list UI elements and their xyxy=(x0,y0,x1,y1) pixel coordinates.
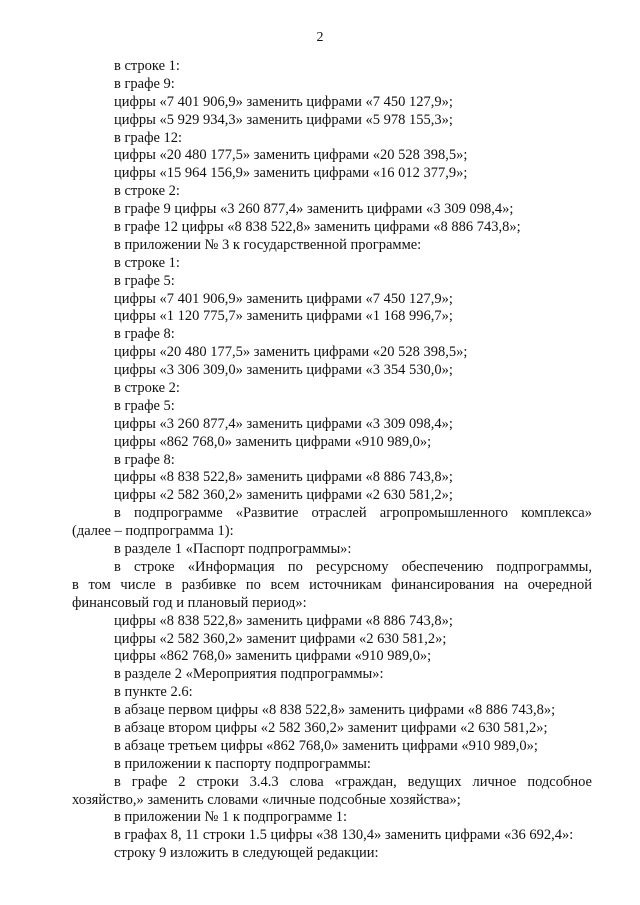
text-line: в подпрограмме «Развитие отраслей агропромышленного комплекса» xyxy=(114,505,592,522)
text-line: в приложении № 3 к государственной программе: xyxy=(114,236,422,253)
text-line: в строке 1: xyxy=(114,254,180,271)
text-line: в графе 12 цифры «8 838 522,8» заменить цифрами «8 886 743,8»; xyxy=(114,219,521,236)
text-line: хозяйство,» заменить словами «личные подсобные хозяйства»; xyxy=(72,791,461,808)
text-line: в графе 2 строки 3.4.3 слова «граждан, ведущих личное подсобное xyxy=(114,773,592,790)
text-line: (далее – подпрограмма 1): xyxy=(72,523,234,540)
text-line: цифры «2 582 360,2» заменит цифрами «2 630 581,2»; xyxy=(114,630,447,647)
text-line: цифры «8 838 522,8» заменить цифрами «8 886 743,8»; xyxy=(114,612,453,629)
text-line: цифры «7 401 906,9» заменить цифрами «7 450 127,9»; xyxy=(114,93,453,110)
text-line: в графе 8: xyxy=(114,451,175,468)
text-line: в строке «Информация по ресурсному обеспечению подпрограммы, xyxy=(114,558,592,575)
text-line: в графе 8: xyxy=(114,326,175,343)
text-line: в абзаце втором цифры «2 582 360,2» заменит цифрами «2 630 581,2»; xyxy=(114,719,548,736)
text-line: в абзаце первом цифры «8 838 522,8» заменить цифрами «8 886 743,8»; xyxy=(114,702,556,719)
text-line: цифры «3 260 877,4» заменить цифрами «3 309 098,4»; xyxy=(114,415,453,432)
text-line: в графе 12: xyxy=(114,129,183,146)
text-line: в графе 5: xyxy=(114,397,175,414)
text-line: цифры «1 120 775,7» заменить цифрами «1 168 996,7»; xyxy=(114,308,453,325)
text-line: в графах 8, 11 строки 1.5 цифры «38 130,4» заменить цифрами «36 692,4»: xyxy=(114,827,574,844)
text-line: цифры «20 480 177,5» заменить цифрами «20 528 398,5»; xyxy=(114,344,468,361)
text-line: в графе 9: xyxy=(114,75,175,92)
text-line: цифры «8 838 522,8» заменить цифрами «8 886 743,8»; xyxy=(114,469,453,486)
text-line: в приложении к паспорту подпрограммы: xyxy=(114,755,371,772)
text-line: строку 9 изложить в следующей редакции: xyxy=(114,845,379,862)
text-line: в том числе в разбивке по всем источникам финансирования на очередной xyxy=(72,576,592,593)
text-line: цифры «7 401 906,9» заменить цифрами «7 450 127,9»; xyxy=(114,290,453,307)
text-line: в разделе 2 «Мероприятия подпрограммы»: xyxy=(114,666,384,683)
text-line: в абзаце третьем цифры «862 768,0» заменить цифрами «910 989,0»; xyxy=(114,737,538,754)
text-line: цифры «5 929 934,3» заменить цифрами «5 978 155,3»; xyxy=(114,111,453,128)
text-line: в графе 9 цифры «3 260 877,4» заменить цифрами «3 309 098,4»; xyxy=(114,201,514,218)
text-line: цифры «2 582 360,2» заменить цифрами «2 630 581,2»; xyxy=(114,487,453,504)
text-line: финансовый год и плановый период»: xyxy=(72,594,307,611)
page-number: 2 xyxy=(316,30,324,45)
text-line: цифры «862 768,0» заменить цифрами «910 989,0»; xyxy=(114,433,432,450)
document-body xyxy=(72,58,592,863)
text-line: в строке 1: xyxy=(114,58,180,74)
text-line: в разделе 1 «Паспорт подпрограммы»: xyxy=(114,541,352,558)
text-line: в пункте 2.6: xyxy=(114,684,193,701)
text-line: в приложении № 1 к подпрограмме 1: xyxy=(114,809,348,826)
text-line: цифры «15 964 156,9» заменить цифрами «16 012 377,9»; xyxy=(114,165,468,182)
text-line: цифры «3 306 309,0» заменить цифрами «3 354 530,0»; xyxy=(114,362,453,379)
text-line: в графе 5: xyxy=(114,272,175,289)
text-line: цифры «20 480 177,5» заменить цифрами «20 528 398,5»; xyxy=(114,147,468,164)
text-line: в строке 2: xyxy=(114,380,180,397)
text-line: цифры «862 768,0» заменить цифрами «910 989,0»; xyxy=(114,648,432,665)
text-line: в строке 2: xyxy=(114,183,180,200)
